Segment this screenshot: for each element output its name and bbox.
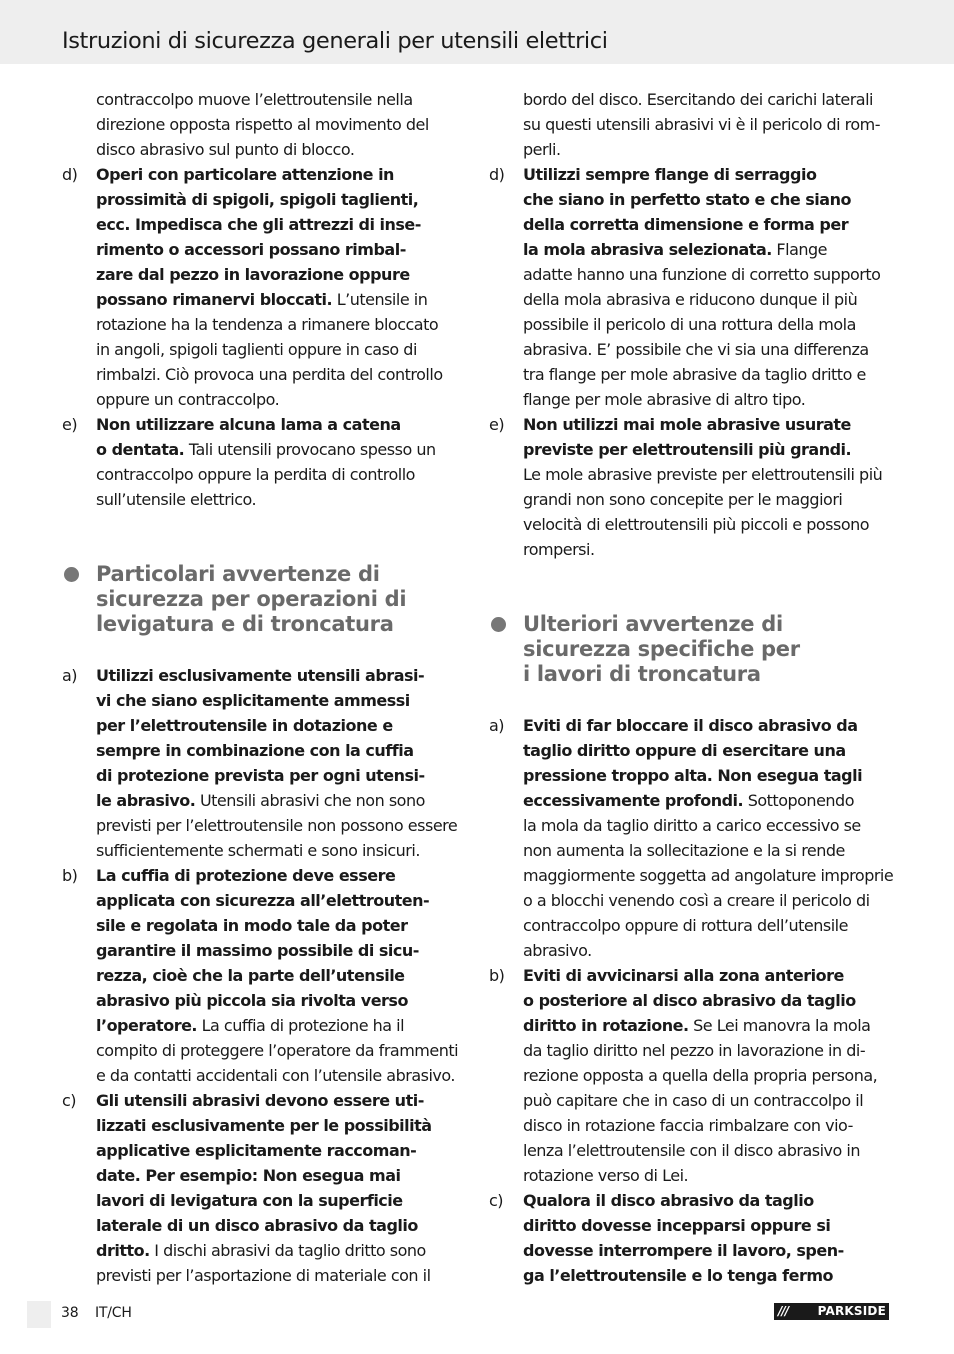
bold-line: pressione troppo alta. Non esegua tagli — [523, 766, 863, 785]
page-title: Istruzioni di sicurezza generali per utensili elettrici — [62, 28, 608, 54]
bold-line: applicata con sicurezza all’elettrouten- — [96, 891, 430, 910]
left-item-c — [62, 1088, 470, 1288]
item-marker: d) — [62, 165, 78, 184]
item-marker: e) — [489, 415, 505, 434]
bold-phrase: o dentata. — [96, 440, 185, 459]
text-line: previsti per l’asportazione di materiale con il — [96, 1266, 431, 1285]
text-line: adatte hanno una funzione di corretto supporto — [523, 265, 881, 284]
language-code: IT/CH — [95, 1305, 132, 1321]
text-line: della mola abrasiva e riducono dunque il più — [523, 290, 858, 309]
text-line: oppure un contraccolpo. — [96, 390, 280, 409]
bold-line: di protezione prevista per ogni utensi- — [96, 766, 425, 785]
mixed-line — [523, 237, 897, 262]
footer-page-box — [27, 1301, 51, 1328]
bold-phrase: diritto in rotazione. — [523, 1016, 689, 1035]
item-marker: b) — [62, 866, 78, 885]
text-line: non aumenta la sollecitazione e la si rende — [523, 841, 845, 860]
text-line: compito di proteggere l’operatore da frammenti — [96, 1041, 459, 1060]
bold-line: della corretta dimensione e forma per — [523, 215, 849, 234]
text-line: bordo del disco. Esercitando dei carichi laterali — [523, 90, 873, 109]
text-line: la mola da taglio diritto a carico eccessivo se — [523, 816, 861, 835]
left-intro — [62, 87, 470, 162]
bold-line: Eviti di far bloccare il disco abrasivo da — [523, 716, 858, 735]
logo-text: PARKSIDE — [817, 1304, 886, 1318]
bold-line: rimento o accessori possano rimbal- — [96, 240, 406, 259]
text-line: rotazione ha la tendenza a rimanere bloccato — [96, 315, 439, 334]
right-item-a — [489, 713, 897, 963]
left-item-d — [62, 162, 470, 412]
right-item-c — [489, 1188, 897, 1288]
text-line: contraccolpo oppure di rottura dell’utensile — [523, 916, 848, 935]
text-line: lenza l’elettroutensile con il disco abrasivo in — [523, 1141, 860, 1160]
bold-line: per l’elettroutensile in dotazione e — [96, 716, 393, 735]
text-line: rimbalzi. Ciò provoca una perdita del controllo — [96, 365, 443, 384]
right-intro — [489, 87, 897, 162]
bold-line: diritto dovesse incepparsi oppure si — [523, 1216, 831, 1235]
right-item-e — [489, 412, 897, 562]
bold-line: Utilizzi esclusivamente utensili abrasi- — [96, 666, 425, 685]
normal-phrase: Sottoponendo — [743, 791, 854, 810]
text-line: su questi utensili abrasivi vi è il pericolo di rom- — [523, 115, 881, 134]
text-line: Ulteriori avvertenze di — [523, 612, 783, 636]
text-line: sicurezza specifiche per — [523, 637, 800, 661]
bold-line: che siano in perfetto stato e che siano — [523, 190, 851, 209]
bold-line: Non utilizzi mai mole abrasive usurate — [523, 415, 851, 434]
item-marker: e) — [62, 415, 78, 434]
normal-phrase: L’utensile in — [332, 290, 428, 309]
text-line: possibile il pericolo di una rottura della mola — [523, 315, 856, 334]
normal-phrase: Tali utensili provocano spesso un — [184, 440, 436, 459]
left-item-a — [62, 663, 470, 863]
bold-line: Gli utensili abrasivi devono essere uti- — [96, 1091, 424, 1110]
text-line: in angoli, spigoli taglienti oppure in caso di — [96, 340, 417, 359]
bold-line: Operi con particolare attenzione in — [96, 165, 394, 184]
normal-phrase: I dischi abrasivi da taglio dritto sono — [149, 1241, 426, 1260]
normal-phrase: La cuffia di protezione ha il — [197, 1016, 405, 1035]
text-line: sull’utensile elettrico. — [96, 490, 257, 509]
item-marker: d) — [489, 165, 505, 184]
bold-line: lizzati esclusivamente per le possibilità — [96, 1116, 432, 1135]
text-line: maggiormente soggetta ad angolature improprie — [523, 866, 894, 885]
bold-line: dovesse interrompere il lavoro, spen- — [523, 1241, 844, 1260]
section-heading-sanding — [62, 562, 470, 637]
mixed-line — [96, 1238, 470, 1263]
bold-line: lavori di levigatura con la superficie — [96, 1191, 403, 1210]
text-line: contraccolpo muove l’elettroutensile nella — [96, 90, 413, 109]
text-line: sufficientemente schermati e sono insicuri. — [96, 841, 420, 860]
bold-line: Eviti di avvicinarsi alla zona anteriore — [523, 966, 844, 985]
text-line: abrasiva. E’ possibile che vi sia una differenza — [523, 340, 869, 359]
left-item-b — [62, 863, 470, 1088]
text-line: i lavori di troncatura — [523, 662, 761, 686]
mixed-line — [96, 788, 470, 813]
page-number: 38 — [61, 1305, 79, 1321]
bold-line: applicative esplicitamente raccoman- — [96, 1141, 417, 1160]
text-line: e da contatti accidentali con l’utensile abrasivo. — [96, 1066, 455, 1085]
bold-line: ecc. Impedisca che gli attrezzi di inse- — [96, 215, 421, 234]
text-line: previsti per l’elettroutensile non possono essere — [96, 816, 458, 835]
section-heading-cutting — [489, 612, 897, 687]
text-line: disco abrasivo sul punto di blocco. — [96, 140, 355, 159]
text-line: disco in rotazione faccia rimbalzare con vio- — [523, 1116, 853, 1135]
mixed-line — [523, 1013, 897, 1038]
bold-phrase: eccessivamente profondi. — [523, 791, 744, 810]
bold-line: zare dal pezzo in lavorazione oppure — [96, 265, 410, 284]
mixed-line — [96, 437, 470, 462]
text-line: tra flange per mole abrasive da taglio dritto e — [523, 365, 866, 384]
text-line: perli. — [523, 140, 561, 159]
text-line: abrasivo. — [523, 941, 592, 960]
text-line: velocità di elettroutensili più piccoli e possono — [523, 515, 870, 534]
bold-line: laterale di un disco abrasivo da taglio — [96, 1216, 418, 1235]
bold-line: Non utilizzare alcuna lama a catena — [96, 415, 401, 434]
text-line: levigatura e di troncatura — [96, 612, 394, 636]
bold-line: La cuffia di protezione deve essere — [96, 866, 396, 885]
bold-line: o posteriore al disco abrasivo da taglio — [523, 991, 856, 1010]
text-line: direzione opposta rispetto al movimento del — [96, 115, 429, 134]
bold-line: previste per elettroutensili più grandi. — [523, 440, 852, 459]
text-line: rompersi. — [523, 540, 595, 559]
bold-line: sile e regolata in modo tale da poter — [96, 916, 408, 935]
bold-line: taglio diritto oppure di esercitare una — [523, 741, 846, 760]
bold-line: date. Per esempio: Non esegua mai — [96, 1166, 401, 1185]
bold-line: garantire il massimo possibile di sicu- — [96, 941, 419, 960]
bold-line: prossimità di spigoli, spigoli taglienti, — [96, 190, 419, 209]
bold-line: ga l’elettroutensile e lo tenga fermo — [523, 1266, 833, 1285]
bold-line: vi che siano esplicitamente ammessi — [96, 691, 410, 710]
text-line: grandi non sono concepite per le maggiori — [523, 490, 843, 509]
left-item-e — [62, 412, 470, 512]
logo-stripes-icon: /// — [778, 1304, 789, 1318]
bold-phrase: dritto. — [96, 1241, 150, 1260]
text-line: o a blocchi venendo così a creare il pericolo di — [523, 891, 870, 910]
normal-phrase: Se Lei manovra la mola — [688, 1016, 871, 1035]
right-column — [489, 87, 897, 1288]
text-line: da taglio diritto nel pezzo in lavorazione in di- — [523, 1041, 866, 1060]
bold-phrase: la mola abrasiva selezionata. — [523, 240, 772, 259]
item-marker: b) — [489, 966, 505, 985]
item-marker: a) — [489, 716, 505, 735]
bold-line: rezza, cioè che la parte dell’utensile — [96, 966, 405, 985]
bullet-icon — [491, 617, 506, 632]
bold-line: abrasivo più piccola sia rivolta verso — [96, 991, 408, 1010]
normal-phrase: Flange — [771, 240, 828, 259]
mixed-line — [96, 1013, 470, 1038]
right-item-b — [489, 963, 897, 1188]
normal-phrase: Utensili abrasivi che non sono — [195, 791, 425, 810]
left-column — [62, 87, 470, 1288]
text-line: flange per mole abrasive di altro tipo. — [523, 390, 806, 409]
text-line: può capitare che in caso di un contraccolpo il — [523, 1091, 864, 1110]
item-marker: c) — [489, 1191, 504, 1210]
text-line: rezione opposta a quella della propria persona, — [523, 1066, 878, 1085]
right-item-d — [489, 162, 897, 412]
item-marker: c) — [62, 1091, 77, 1110]
page-header — [0, 0, 954, 64]
bold-phrase: possano rimanervi bloccati. — [96, 290, 333, 309]
parkside-logo — [774, 1303, 889, 1320]
item-marker: a) — [62, 666, 78, 685]
bullet-icon — [64, 567, 79, 582]
bold-line: sempre in combinazione con la cuffia — [96, 741, 414, 760]
bold-phrase: l’operatore. — [96, 1016, 198, 1035]
text-line: sicurezza per operazioni di — [96, 587, 407, 611]
text-line: Particolari avvertenze di — [96, 562, 380, 586]
bold-phrase: le abrasivo. — [96, 791, 196, 810]
text-line: contraccolpo oppure la perdita di controllo — [96, 465, 415, 484]
mixed-line — [523, 788, 897, 813]
bold-line: Utilizzi sempre flange di serraggio — [523, 165, 817, 184]
mixed-line — [96, 287, 470, 312]
bold-line: Qualora il disco abrasivo da taglio — [523, 1191, 814, 1210]
text-line: Le mole abrasive previste per elettroutensili più — [523, 465, 883, 484]
text-line: rotazione verso di Lei. — [523, 1166, 689, 1185]
